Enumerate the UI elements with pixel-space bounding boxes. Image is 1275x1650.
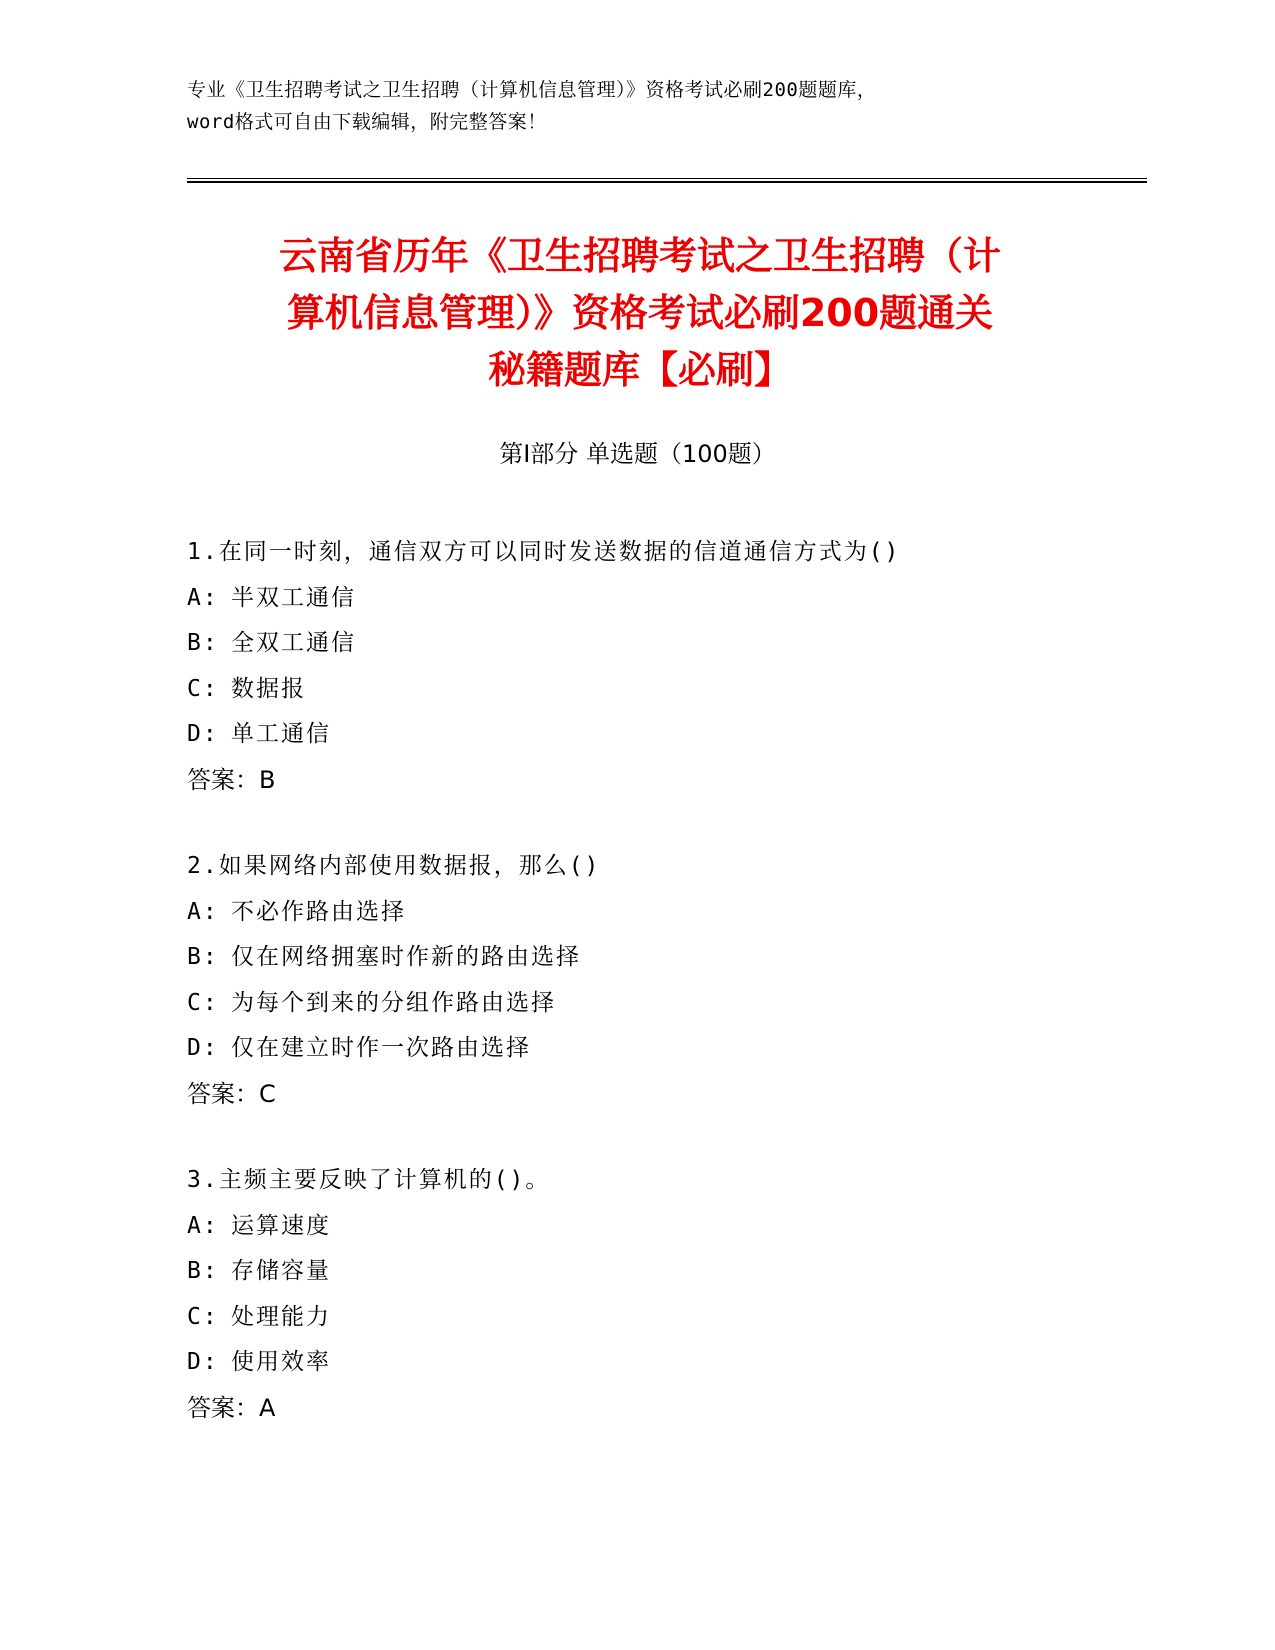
option-text: 存储容量: [231, 1258, 331, 1284]
question-stem: 2.如果网络内部使用数据报，那么(): [187, 853, 601, 879]
option-key: D:: [187, 721, 219, 747]
option-text: 仅在建立时作一次路由选择: [231, 1035, 531, 1061]
option-text: 不必作路由选择: [231, 898, 406, 925]
header-note: [187, 74, 1107, 138]
option-a: [187, 890, 1087, 936]
document-title-line-1: 云南省历年《卫生招聘考试之卫生招聘（计: [278, 234, 1001, 278]
option-d: [187, 712, 1087, 758]
option-key: D:: [187, 1035, 219, 1061]
option-a: [187, 576, 1087, 622]
option-text: 处理能力: [231, 1303, 331, 1330]
option-key: C:: [187, 989, 219, 1016]
option-key: B:: [187, 944, 219, 970]
question-stem: 3.主频主要反映了计算机的()。: [187, 1167, 551, 1193]
option-b: [187, 621, 1087, 667]
header-divider: [187, 178, 1147, 183]
option-text: 使用效率: [231, 1349, 331, 1375]
question-2: [187, 844, 1087, 1117]
option-text: 半双工通信: [231, 584, 356, 611]
option-text: 仅在网络拥塞时作新的路由选择: [231, 944, 581, 970]
question-list: [187, 530, 1087, 1472]
option-key: D:: [187, 1349, 219, 1375]
option-key: A:: [187, 584, 219, 611]
header-note-line-1: 专业《卫生招聘考试之卫生招聘（计算机信息管理）》资格考试必刷200题题库，: [187, 79, 877, 101]
answer: 答案：C: [187, 1079, 276, 1108]
option-text: 运算速度: [231, 1212, 331, 1239]
option-key: C:: [187, 675, 219, 702]
option-text: 全双工通信: [231, 630, 356, 656]
option-text: 单工通信: [231, 721, 331, 747]
option-key: B:: [187, 1258, 219, 1284]
document-title-line-3: 秘籍题库【必刷】: [487, 348, 792, 392]
option-text: 数据报: [231, 675, 306, 702]
answer: 答案：A: [187, 1393, 276, 1422]
question-1: [187, 530, 1087, 803]
option-text: 为每个到来的分组作路由选择: [231, 989, 556, 1016]
document-title-line-2: 算机信息管理）》资格考试必刷200题通关: [286, 291, 994, 335]
option-key: A:: [187, 1212, 219, 1239]
option-d: [187, 1340, 1087, 1386]
document-title: [180, 228, 1100, 399]
answer: 答案：B: [187, 765, 276, 794]
option-c: [187, 981, 1087, 1027]
header-note-line-2: word格式可自由下载编辑，附完整答案！: [187, 111, 547, 133]
option-d: [187, 1026, 1087, 1072]
question-stem: 1.在同一时刻，通信双方可以同时发送数据的信道通信方式为(): [187, 539, 901, 565]
option-c: [187, 1295, 1087, 1341]
option-key: C:: [187, 1303, 219, 1330]
question-3: [187, 1158, 1087, 1431]
section-title: 第Ⅰ部分 单选题（100题）: [499, 440, 776, 468]
option-key: A:: [187, 898, 219, 925]
option-key: B:: [187, 630, 219, 656]
option-b: [187, 935, 1087, 981]
option-a: [187, 1204, 1087, 1250]
option-b: [187, 1249, 1087, 1295]
option-c: [187, 667, 1087, 713]
